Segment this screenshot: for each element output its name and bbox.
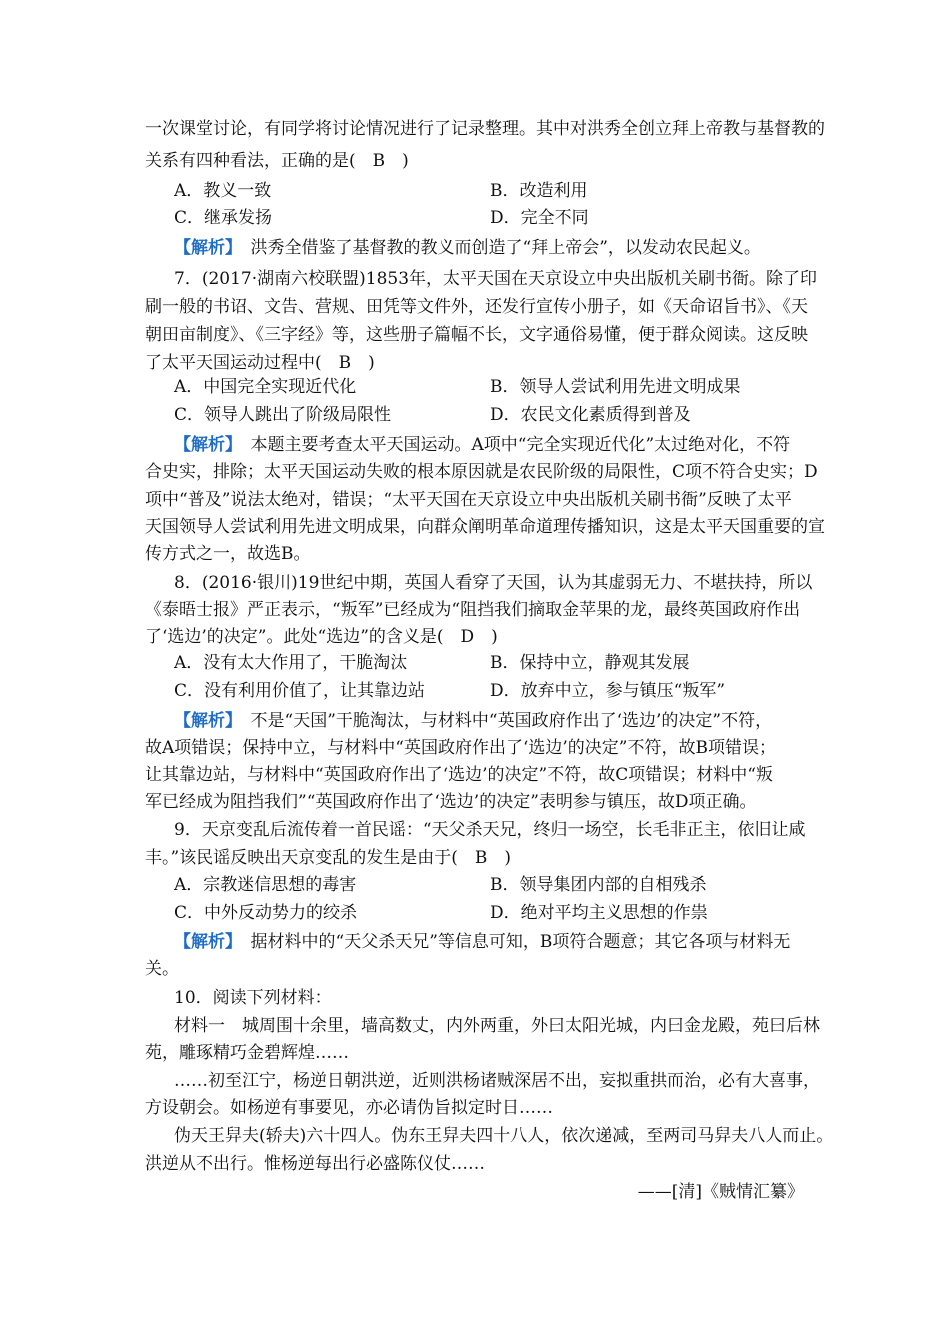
text-line (174, 1068, 950, 1094)
text-line (145, 597, 950, 623)
text-line (174, 1013, 950, 1039)
line-text: A．宗教迷信思想的毒害 (174, 875, 357, 895)
line-text: B．保持中立，静观其发展 (490, 653, 690, 673)
line-text: ——[清]《贼情汇纂》 (637, 1182, 804, 1202)
text-line (490, 678, 950, 704)
line-text: 传方式之一，故选B。 (145, 544, 311, 564)
text-line (638, 1179, 804, 1205)
text-line (145, 322, 950, 348)
line-text: 军已经成为阻挡我们”“英国政府作出了‘选边’的决定”表明参与镇压，故D项正确。 (145, 792, 757, 812)
line-text: 10．阅读下列材料： (174, 988, 332, 1008)
text-line (145, 487, 950, 513)
line-text: D．完全不同 (490, 208, 589, 228)
line-text: 关。 (145, 959, 179, 979)
line-text: D．农民文化素质得到普及 (490, 405, 691, 425)
line-text: 合史实，排除；太平天国运动失败的根本原因就是农民阶级的局限性，C项不符合史实；D (145, 462, 818, 482)
line-text: 材料一 城周围十余里，墙高数丈，内外两重，外曰太阳光城，内曰金龙殿，苑曰后林 (174, 1016, 820, 1036)
text-line (490, 402, 950, 428)
line-text: 9．天京变乱后流传着一首民谣：“天父杀天兄，终归一场空，长毛非正主，依旧让咸 (174, 820, 806, 840)
text-line (490, 374, 950, 400)
line-text: 项中“普及”说法太绝对，错误；“太平天国在天京设立中央出版机关刷书衙”反映了太平 (145, 490, 792, 510)
text-line (145, 116, 950, 142)
line-text: B．领导集团内部的自相残杀 (490, 875, 707, 895)
line-text: A．中国完全实现近代化 (174, 377, 357, 397)
line-text: 关系有四种看法，正确的是( B ) (145, 151, 409, 171)
line-text: 据材料中的“天父杀天兄”等信息可知，B项符合题意；其它各项与材料无 (233, 932, 791, 952)
text-line (174, 929, 950, 955)
line-text: C．领导人跳出了阶级局限性 (174, 405, 392, 425)
text-line (174, 266, 950, 292)
line-text: B．改造利用 (490, 181, 588, 201)
line-text: 了‘选边’的决定”。此处“选边”的含义是( D ) (145, 627, 498, 647)
line-text: 方设朝会。如杨逆有事要见，亦必请伪旨拟定时日…… (145, 1098, 553, 1118)
text-line (490, 178, 950, 204)
text-line (145, 789, 950, 815)
text-line (490, 650, 950, 676)
line-text: 故A项错误；保持中立，与材料中“英国政府作出了‘选边’的决定”不符，故B项错误； (145, 738, 776, 758)
line-text: 洪逆从不出行。惟杨逆每出行必盛陈仪仗…… (145, 1154, 485, 1174)
line-text: 了太平天国运动过程中( B ) (145, 353, 375, 373)
line-text: A．没有太大作用了，干脆淘汰 (174, 653, 408, 673)
line-text: 洪秀全借鉴了基督教的教义而创造了“拜上帝会”，以发动农民起义。 (233, 238, 761, 258)
text-line (145, 350, 950, 376)
text-line (145, 735, 950, 761)
line-text: D．绝对平均主义思想的作祟 (490, 903, 708, 923)
text-line (174, 432, 950, 458)
line-text: C．没有利用价值了，让其靠边站 (174, 681, 426, 701)
analysis-tag: 【解析】 (174, 238, 234, 258)
text-line (145, 541, 950, 567)
text-line (174, 817, 950, 843)
analysis-tag: 【解析】 (174, 435, 234, 455)
text-line (174, 1123, 950, 1149)
line-text: 苑，雕琢精巧金碧辉煌…… (145, 1043, 349, 1063)
text-line (145, 1095, 950, 1121)
line-text: 让其靠边站，与材料中“英国政府作出了‘选边’的决定”不符，故C项错误；材料中“叛 (145, 765, 773, 785)
line-text: 一次课堂讨论，有同学将讨论情况进行了记录整理。其中对洪秀全创立拜上帝教与基督教的 (145, 119, 825, 139)
line-text: 伪天王舁夫(轿夫)六十四人。伪东王舁夫四十八人，依次递减，至两司马舁夫八人而止。 (174, 1126, 834, 1146)
line-text: 8．(2016·银川)19世纪中期，英国人看穿了天国，认为其虚弱无力、不堪扶持，所以 (174, 573, 813, 593)
text-line (145, 956, 950, 982)
line-text: 刷一般的书诏、文告、营规、田凭等文件外，还发行宣传小册子，如《天命诏旨书》、《天 (145, 297, 808, 317)
text-line (145, 1151, 950, 1177)
line-text: C．继承发扬 (174, 208, 273, 228)
line-text: 本题主要考查太平天国运动。A项中“完全实现近代化”太过绝对化，不符 (233, 435, 791, 455)
line-text: ……初至江宁，杨逆日朝洪逆，近则洪杨诸贼深居不出，妄拟重拱而治，必有大喜事， (174, 1071, 820, 1091)
text-line (145, 148, 950, 174)
analysis-tag: 【解析】 (174, 932, 234, 952)
text-line (174, 708, 950, 734)
text-line (145, 1040, 950, 1066)
line-text: 朝田亩制度》、《三字经》等，这些册子篇幅不长，文字通俗易懂，便于群众阅读。这反映 (145, 325, 808, 345)
text-line (174, 235, 950, 261)
text-line (145, 624, 950, 650)
line-text: 丰。”该民谣反映出天京变乱的发生是由于( B ) (145, 848, 511, 868)
text-line (145, 762, 950, 788)
line-text: 不是“天国”干脆淘汰，与材料中“英国政府作出了‘选边’的决定”不符， (233, 711, 773, 731)
text-line (174, 985, 950, 1011)
line-text: 7．(2017·湖南六校联盟)1853年，太平天国在天京设立中央出版机关刷书衙。除了印 (174, 269, 818, 289)
text-line (145, 294, 950, 320)
text-line (490, 205, 950, 231)
text-line (145, 459, 950, 485)
text-line (174, 570, 950, 596)
line-text: 天国领导人尝试利用先进文明成果，向群众阐明革命道理传播知识，这是太平天国重要的宣 (145, 517, 825, 537)
text-line (145, 845, 950, 871)
text-line (490, 900, 950, 926)
line-text: C．中外反动势力的绞杀 (174, 903, 358, 923)
line-text: D．放弃中立，参与镇压“叛军” (490, 681, 726, 701)
text-line (145, 514, 950, 540)
line-text: 《泰晤士报》严正表示，“叛军”已经成为“阻挡我们摘取金苹果的龙，最终英国政府作出 (145, 600, 801, 620)
line-text: B．领导人尝试利用先进文明成果 (490, 377, 741, 397)
line-text: A．教义一致 (174, 181, 272, 201)
text-line (490, 872, 950, 898)
analysis-tag: 【解析】 (174, 711, 234, 731)
